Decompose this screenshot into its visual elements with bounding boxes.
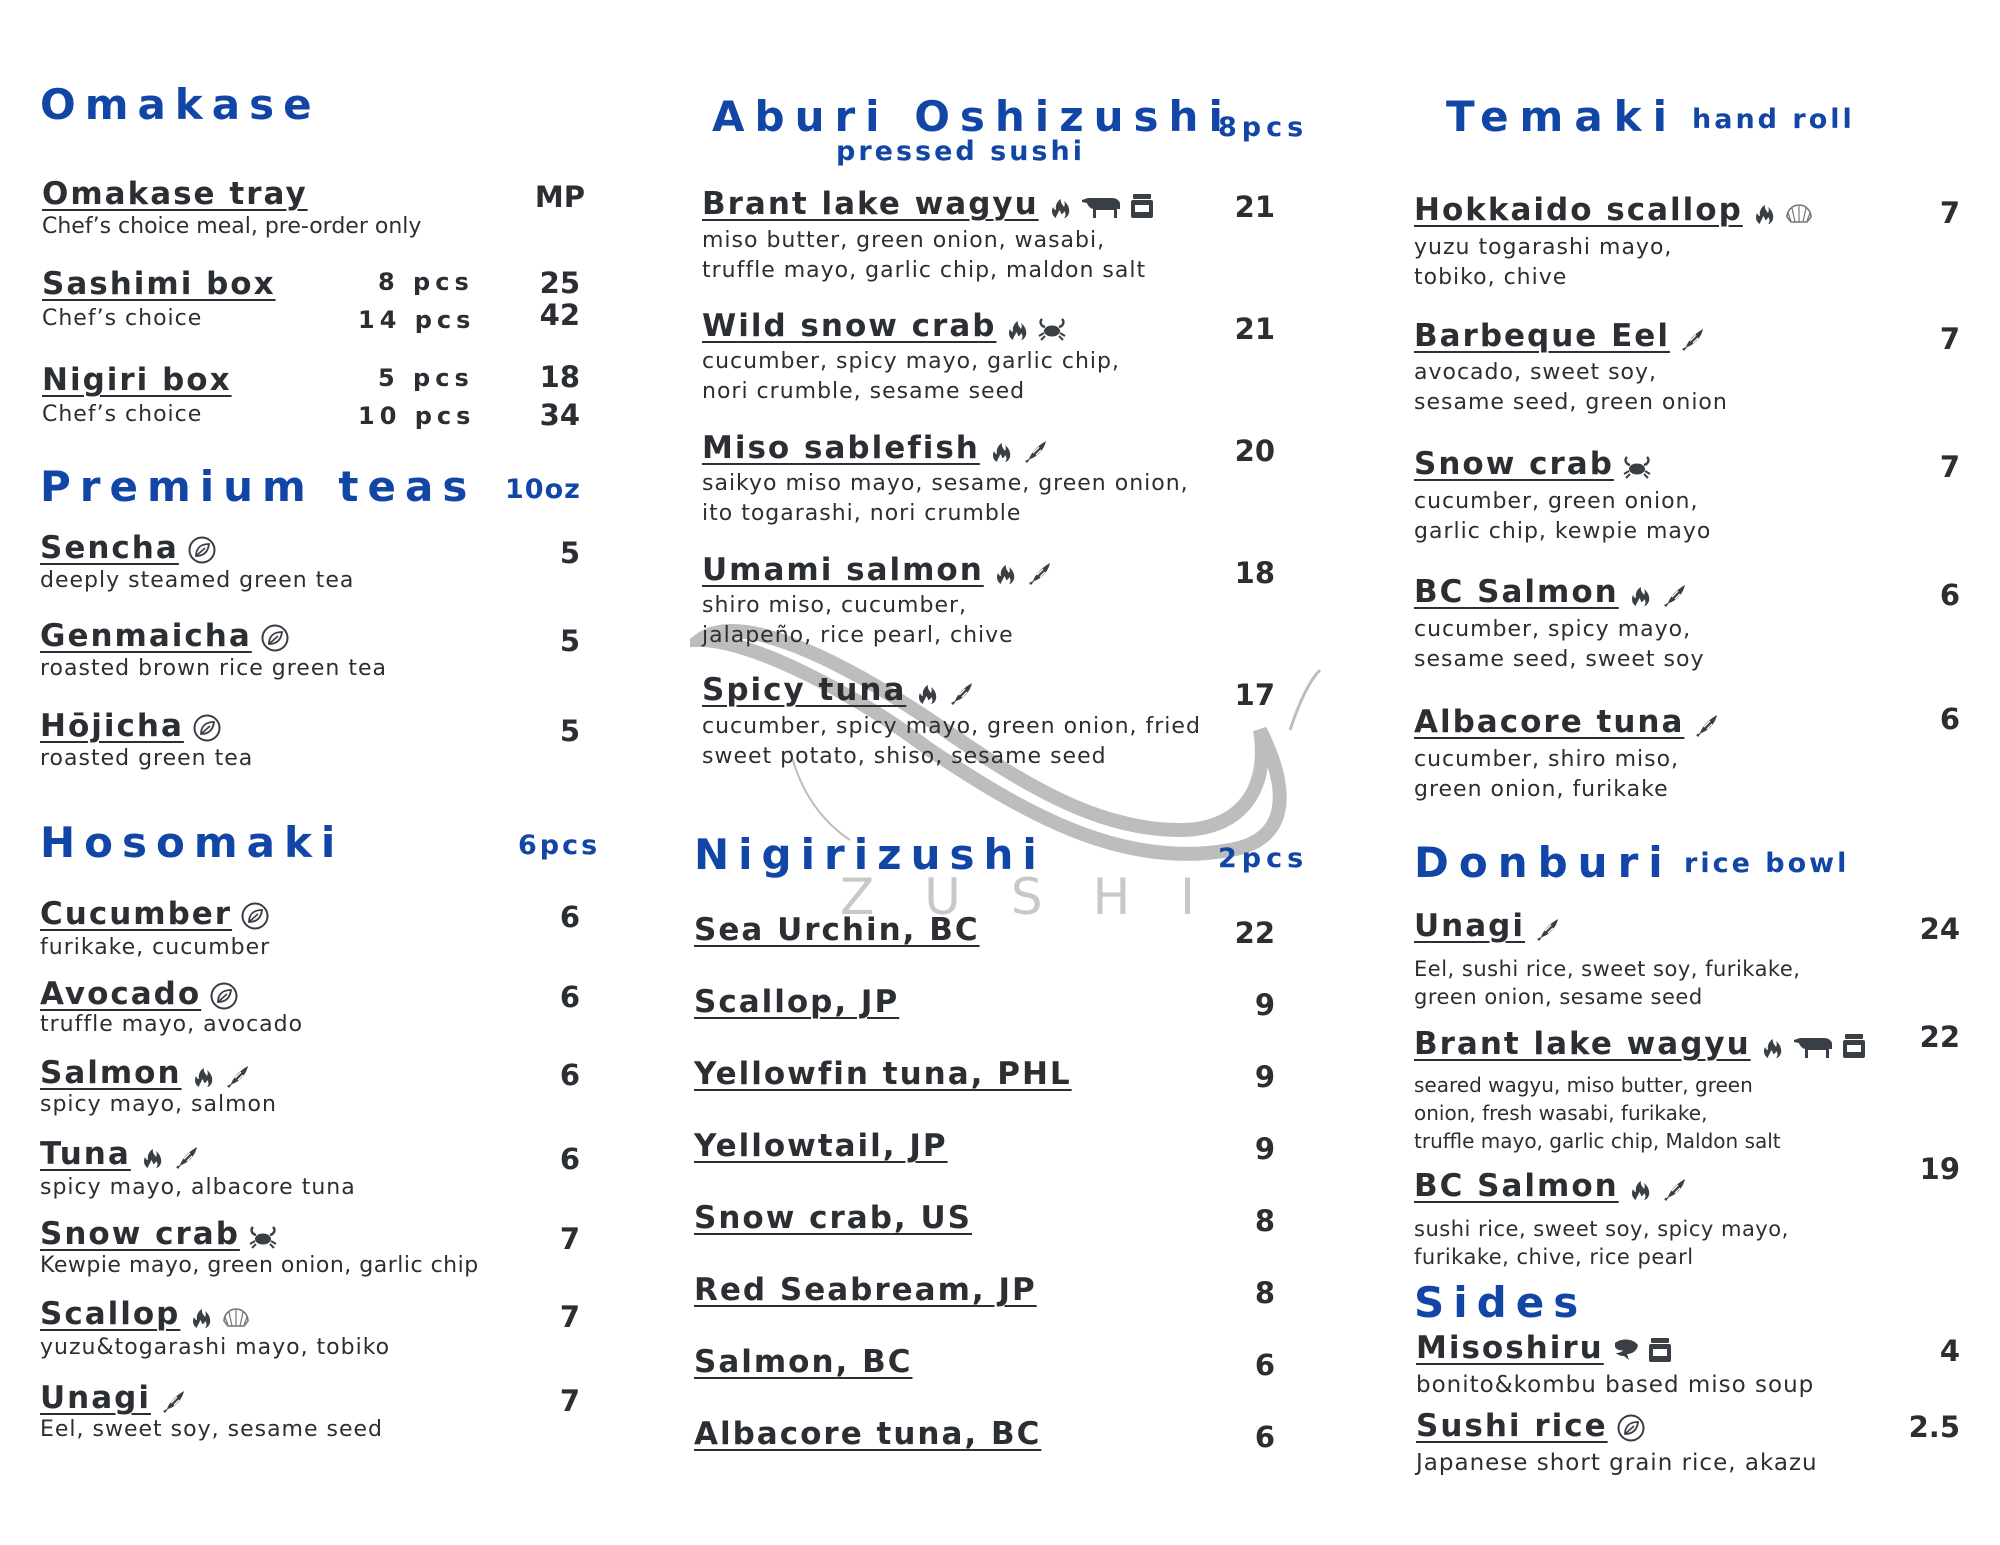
menu-item-desc: nori crumble, sesame seed (702, 379, 1026, 404)
fire-icon (1047, 191, 1077, 221)
menu-item-desc: seared wagyu, miso butter, green (1414, 1073, 1753, 1097)
nigiri-item-price: 6 (1254, 1420, 1275, 1454)
menu-item-name: Umami salmon (702, 552, 1055, 588)
menu-item-price: 17 (1234, 678, 1275, 712)
menu-item-name: Hokkaido scallop (1414, 192, 1814, 228)
menu-item-name: Wild snow crab (702, 308, 1067, 344)
menu-item-desc: deeply steamed green tea (40, 568, 355, 593)
nigiri-item-price: 9 (1254, 1060, 1275, 1094)
menu-item-price: 6 (1939, 578, 1960, 612)
nigiri-item-price: 9 (1254, 988, 1275, 1022)
teas-title: Premium teas (40, 462, 477, 511)
zushi-watermark-text: ZUSHI (840, 868, 1245, 926)
menu-item-price: 24 (1919, 912, 1960, 946)
menu-item-price: 21 (1234, 190, 1275, 224)
nigiri-item-price: 8 (1254, 1276, 1275, 1310)
menu-item-desc: cucumber, green onion, (1414, 489, 1699, 514)
menu-item-desc: miso butter, green onion, wasabi, (702, 228, 1106, 253)
crab-icon (1622, 451, 1652, 481)
menu-item-desc: garlic chip, kewpie mayo (1414, 519, 1712, 544)
fish-icon (1692, 709, 1722, 739)
menu-item-name: Hōjicha (40, 708, 222, 744)
menu-item-price: 22 (1919, 1020, 1960, 1054)
nigiri-item-name: Albacore tuna, BC (694, 1416, 1042, 1452)
menu-item-price: 7 (1939, 450, 1960, 484)
menu-item-desc: jalapeño, rice pearl, chive (702, 623, 1014, 648)
nigirizushi-title: Nigirizushi (694, 830, 1046, 879)
menu-item-desc: sesame seed, green onion (1414, 390, 1728, 415)
omakase-title: Omakase (40, 80, 321, 129)
menu-item-desc: cucumber, spicy mayo, (1414, 617, 1692, 642)
menu-item-pcs: 10 pcs (358, 402, 476, 430)
menu-item-price: 25 (539, 266, 580, 300)
menu-item-desc: sesame seed, sweet soy (1414, 647, 1705, 672)
hosomaki-title: Hosomaki (40, 818, 345, 867)
menu-item-price: 2.5 (1908, 1410, 1960, 1444)
menu-item-desc: tobiko, chive (1414, 265, 1568, 290)
menu-item-desc: spicy mayo, albacore tuna (40, 1175, 356, 1200)
menu-item-price: 42 (539, 298, 580, 332)
menu-item-name: Brant lake wagyu (702, 186, 1157, 222)
nigiri-item-price: 22 (1234, 916, 1275, 950)
menu-item-price: 34 (539, 398, 580, 432)
jar-icon (1839, 1031, 1869, 1061)
menu-item-desc: Eel, sweet soy, sesame seed (40, 1417, 384, 1442)
fire-icon (1004, 313, 1034, 343)
menu-item-desc: cucumber, shiro miso, (1414, 747, 1680, 772)
menu-item-price: 7 (559, 1222, 580, 1256)
menu-item-desc: truffle mayo, garlic chip, maldon salt (702, 258, 1147, 283)
menu-item-name: Sashimi box (42, 266, 276, 302)
menu-item-name: Salmon (40, 1055, 253, 1091)
fish-icon (1021, 435, 1051, 465)
fire-icon (914, 677, 944, 707)
nigiri-item-name: Yellowtail, JP (694, 1128, 948, 1164)
menu-item-desc: onion, fresh wasabi, furikake, (1414, 1101, 1708, 1125)
menu-item-desc: sushi rice, sweet soy, spicy mayo, (1414, 1217, 1789, 1241)
menu-item-desc: ito togarashi, nori crumble (702, 501, 1022, 526)
menu-item-name: BC Salmon (1414, 1168, 1690, 1204)
nigiri-item-name: Snow crab, US (694, 1200, 972, 1236)
sides-title: Sides (1414, 1278, 1588, 1327)
menu-item-price: 20 (1234, 434, 1275, 468)
donburi-title: Donburi (1414, 838, 1673, 887)
menu-item-pcs: 8 pcs (378, 268, 474, 296)
nigiri-item-name: Salmon, BC (694, 1344, 913, 1380)
menu-item-desc: truffle mayo, garlic chip, Maldon salt (1414, 1129, 1781, 1153)
menu-item-price: 21 (1234, 312, 1275, 346)
fire-icon (992, 557, 1022, 587)
menu-item-name: Omakase tray (42, 176, 308, 212)
jar-icon (1127, 191, 1157, 221)
fish-icon (947, 677, 977, 707)
menu-item-name: Snow crab (40, 1216, 278, 1252)
fish-icon (159, 1385, 189, 1415)
menu-item-name: Scallop (40, 1296, 251, 1332)
menu-item-pcs: 14 pcs (358, 306, 476, 334)
menu-item-desc: furikake, chive, rice pearl (1414, 1245, 1694, 1269)
vegetarian-leaf-icon (192, 713, 222, 743)
menu-item-desc: Eel, sushi rice, sweet soy, furikake, (1414, 957, 1801, 981)
menu-item-desc: sweet potato, shiso, sesame seed (702, 744, 1107, 769)
fire-icon (1759, 1031, 1789, 1061)
nigiri-item-name: Red Seabream, JP (694, 1272, 1037, 1308)
nigirizushi-size: 2pcs (1218, 843, 1309, 874)
nigiri-item-price: 9 (1254, 1132, 1275, 1166)
shrimp-icon (1612, 1335, 1642, 1365)
donburi-subtitle: rice bowl (1684, 848, 1850, 879)
menu-item-desc: roasted brown rice green tea (40, 656, 387, 681)
vegetarian-leaf-icon (240, 901, 270, 931)
menu-item-price: 5 (559, 714, 580, 748)
menu-item-desc: spicy mayo, salmon (40, 1092, 277, 1117)
fire-icon (988, 435, 1018, 465)
fish-icon (1660, 579, 1690, 609)
menu-item-pcs: 5 pcs (378, 364, 474, 392)
fire-icon (139, 1141, 169, 1171)
crab-icon (248, 1221, 278, 1251)
menu-item-name: Sencha (40, 530, 217, 566)
menu-item-name: Barbeque Eel (1414, 318, 1708, 354)
menu-item-desc: Chef’s choice meal, pre-order only (42, 214, 422, 239)
menu-item-price: 19 (1919, 1152, 1960, 1186)
menu-item-price: 6 (559, 980, 580, 1014)
temaki-subtitle: hand roll (1692, 104, 1855, 135)
aburi-subtitle: pressed sushi (836, 136, 1085, 167)
menu-item-price: 18 (539, 360, 580, 394)
menu-item-name: Tuna (40, 1136, 202, 1172)
vegetarian-leaf-icon (187, 535, 217, 565)
vegetarian-leaf-icon (1616, 1413, 1646, 1443)
menu-item-desc: yuzu&togarashi mayo, tobiko (40, 1335, 391, 1360)
fire-icon (1627, 1173, 1657, 1203)
menu-item-desc: yuzu togarashi mayo, (1414, 235, 1673, 260)
menu-item-desc: Chef’s choice (42, 402, 203, 427)
nigiri-item-price: 8 (1254, 1204, 1275, 1238)
fire-icon (188, 1301, 218, 1331)
nigiri-item-price: 6 (1254, 1348, 1275, 1382)
menu-item-name: Spicy tuna (702, 672, 977, 708)
menu-item-name: Sushi rice (1416, 1408, 1646, 1444)
aburi-size: 8pcs (1218, 112, 1309, 143)
menu-item-name: Unagi (40, 1380, 189, 1416)
temaki-title: Temaki (1446, 92, 1678, 141)
hosomaki-size: 6pcs (518, 830, 601, 861)
teas-size: 10oz (505, 474, 581, 505)
scallop-shell-icon (221, 1301, 251, 1331)
nigiri-item-name: Sea Urchin, BC (694, 912, 980, 948)
menu-item-desc: shiro miso, cucumber, (702, 593, 968, 618)
menu-item-name: Snow crab (1414, 446, 1652, 482)
menu-item-desc: Chef’s choice (42, 306, 203, 331)
fish-icon (172, 1141, 202, 1171)
menu-item-price: 6 (559, 900, 580, 934)
aburi-title: Aburi Oshizushi (712, 92, 1233, 141)
menu-item-name: Genmaicha (40, 618, 290, 654)
vegetarian-leaf-icon (209, 981, 239, 1011)
cow-icon (1792, 1031, 1836, 1061)
menu-item-name: Nigiri box (42, 362, 232, 398)
nigiri-item-name: Yellowfin tuna, PHL (694, 1056, 1072, 1092)
menu-item-price: 7 (559, 1300, 580, 1334)
fire-icon (190, 1060, 220, 1090)
menu-item-desc: cucumber, spicy mayo, green onion, fried (702, 714, 1201, 739)
menu-item-desc: Japanese short grain rice, akazu (1416, 1450, 1818, 1476)
menu-item-price: 7 (559, 1384, 580, 1418)
menu-item-name: Misoshiru (1416, 1330, 1675, 1366)
menu-item-desc: truffle mayo, avocado (40, 1012, 304, 1037)
menu-item-price: 5 (559, 624, 580, 658)
crab-icon (1037, 313, 1067, 343)
menu-item-desc: saikyo miso mayo, sesame, green onion, (702, 471, 1189, 496)
vegetarian-leaf-icon (260, 623, 290, 653)
menu-item-name: Miso sablefish (702, 430, 1051, 466)
fire-icon (1751, 197, 1781, 227)
menu-item-price: MP (534, 180, 585, 214)
menu-item-name: BC Salmon (1414, 574, 1690, 610)
fish-icon (1660, 1173, 1690, 1203)
menu-item-name: Cucumber (40, 896, 270, 932)
menu-item-price: 7 (1939, 196, 1960, 230)
menu-item-desc: Kewpie mayo, green onion, garlic chip (40, 1253, 479, 1278)
menu-item-name: Albacore tuna (1414, 704, 1722, 740)
menu-item-desc: bonito&kombu based miso soup (1416, 1372, 1815, 1398)
fish-icon (1025, 557, 1055, 587)
menu-item-price: 6 (559, 1058, 580, 1092)
fish-icon (1678, 323, 1708, 353)
menu-item-name: Avocado (40, 976, 239, 1012)
scallop-shell-icon (1784, 197, 1814, 227)
menu-item-price: 6 (559, 1142, 580, 1176)
menu-item-desc: roasted green tea (40, 746, 254, 771)
menu-item-price: 5 (559, 536, 580, 570)
fire-icon (1627, 579, 1657, 609)
menu-item-name: Brant lake wagyu (1414, 1026, 1869, 1062)
fish-icon (1533, 913, 1563, 943)
menu-item-name: Unagi (1414, 908, 1563, 944)
menu-item-desc: green onion, furikake (1414, 777, 1669, 802)
nigiri-item-name: Scallop, JP (694, 984, 900, 1020)
menu-item-price: 7 (1939, 322, 1960, 356)
fish-icon (223, 1060, 253, 1090)
menu-item-desc: avocado, sweet soy, (1414, 360, 1658, 385)
menu-item-desc: green onion, sesame seed (1414, 985, 1703, 1009)
menu-item-price: 4 (1939, 1334, 1960, 1368)
menu-item-price: 18 (1234, 556, 1275, 590)
cow-icon (1080, 191, 1124, 221)
menu-item-price: 6 (1939, 702, 1960, 736)
menu-item-desc: furikake, cucumber (40, 935, 271, 960)
jar-icon (1645, 1335, 1675, 1365)
menu-item-desc: cucumber, spicy mayo, garlic chip, (702, 349, 1120, 374)
